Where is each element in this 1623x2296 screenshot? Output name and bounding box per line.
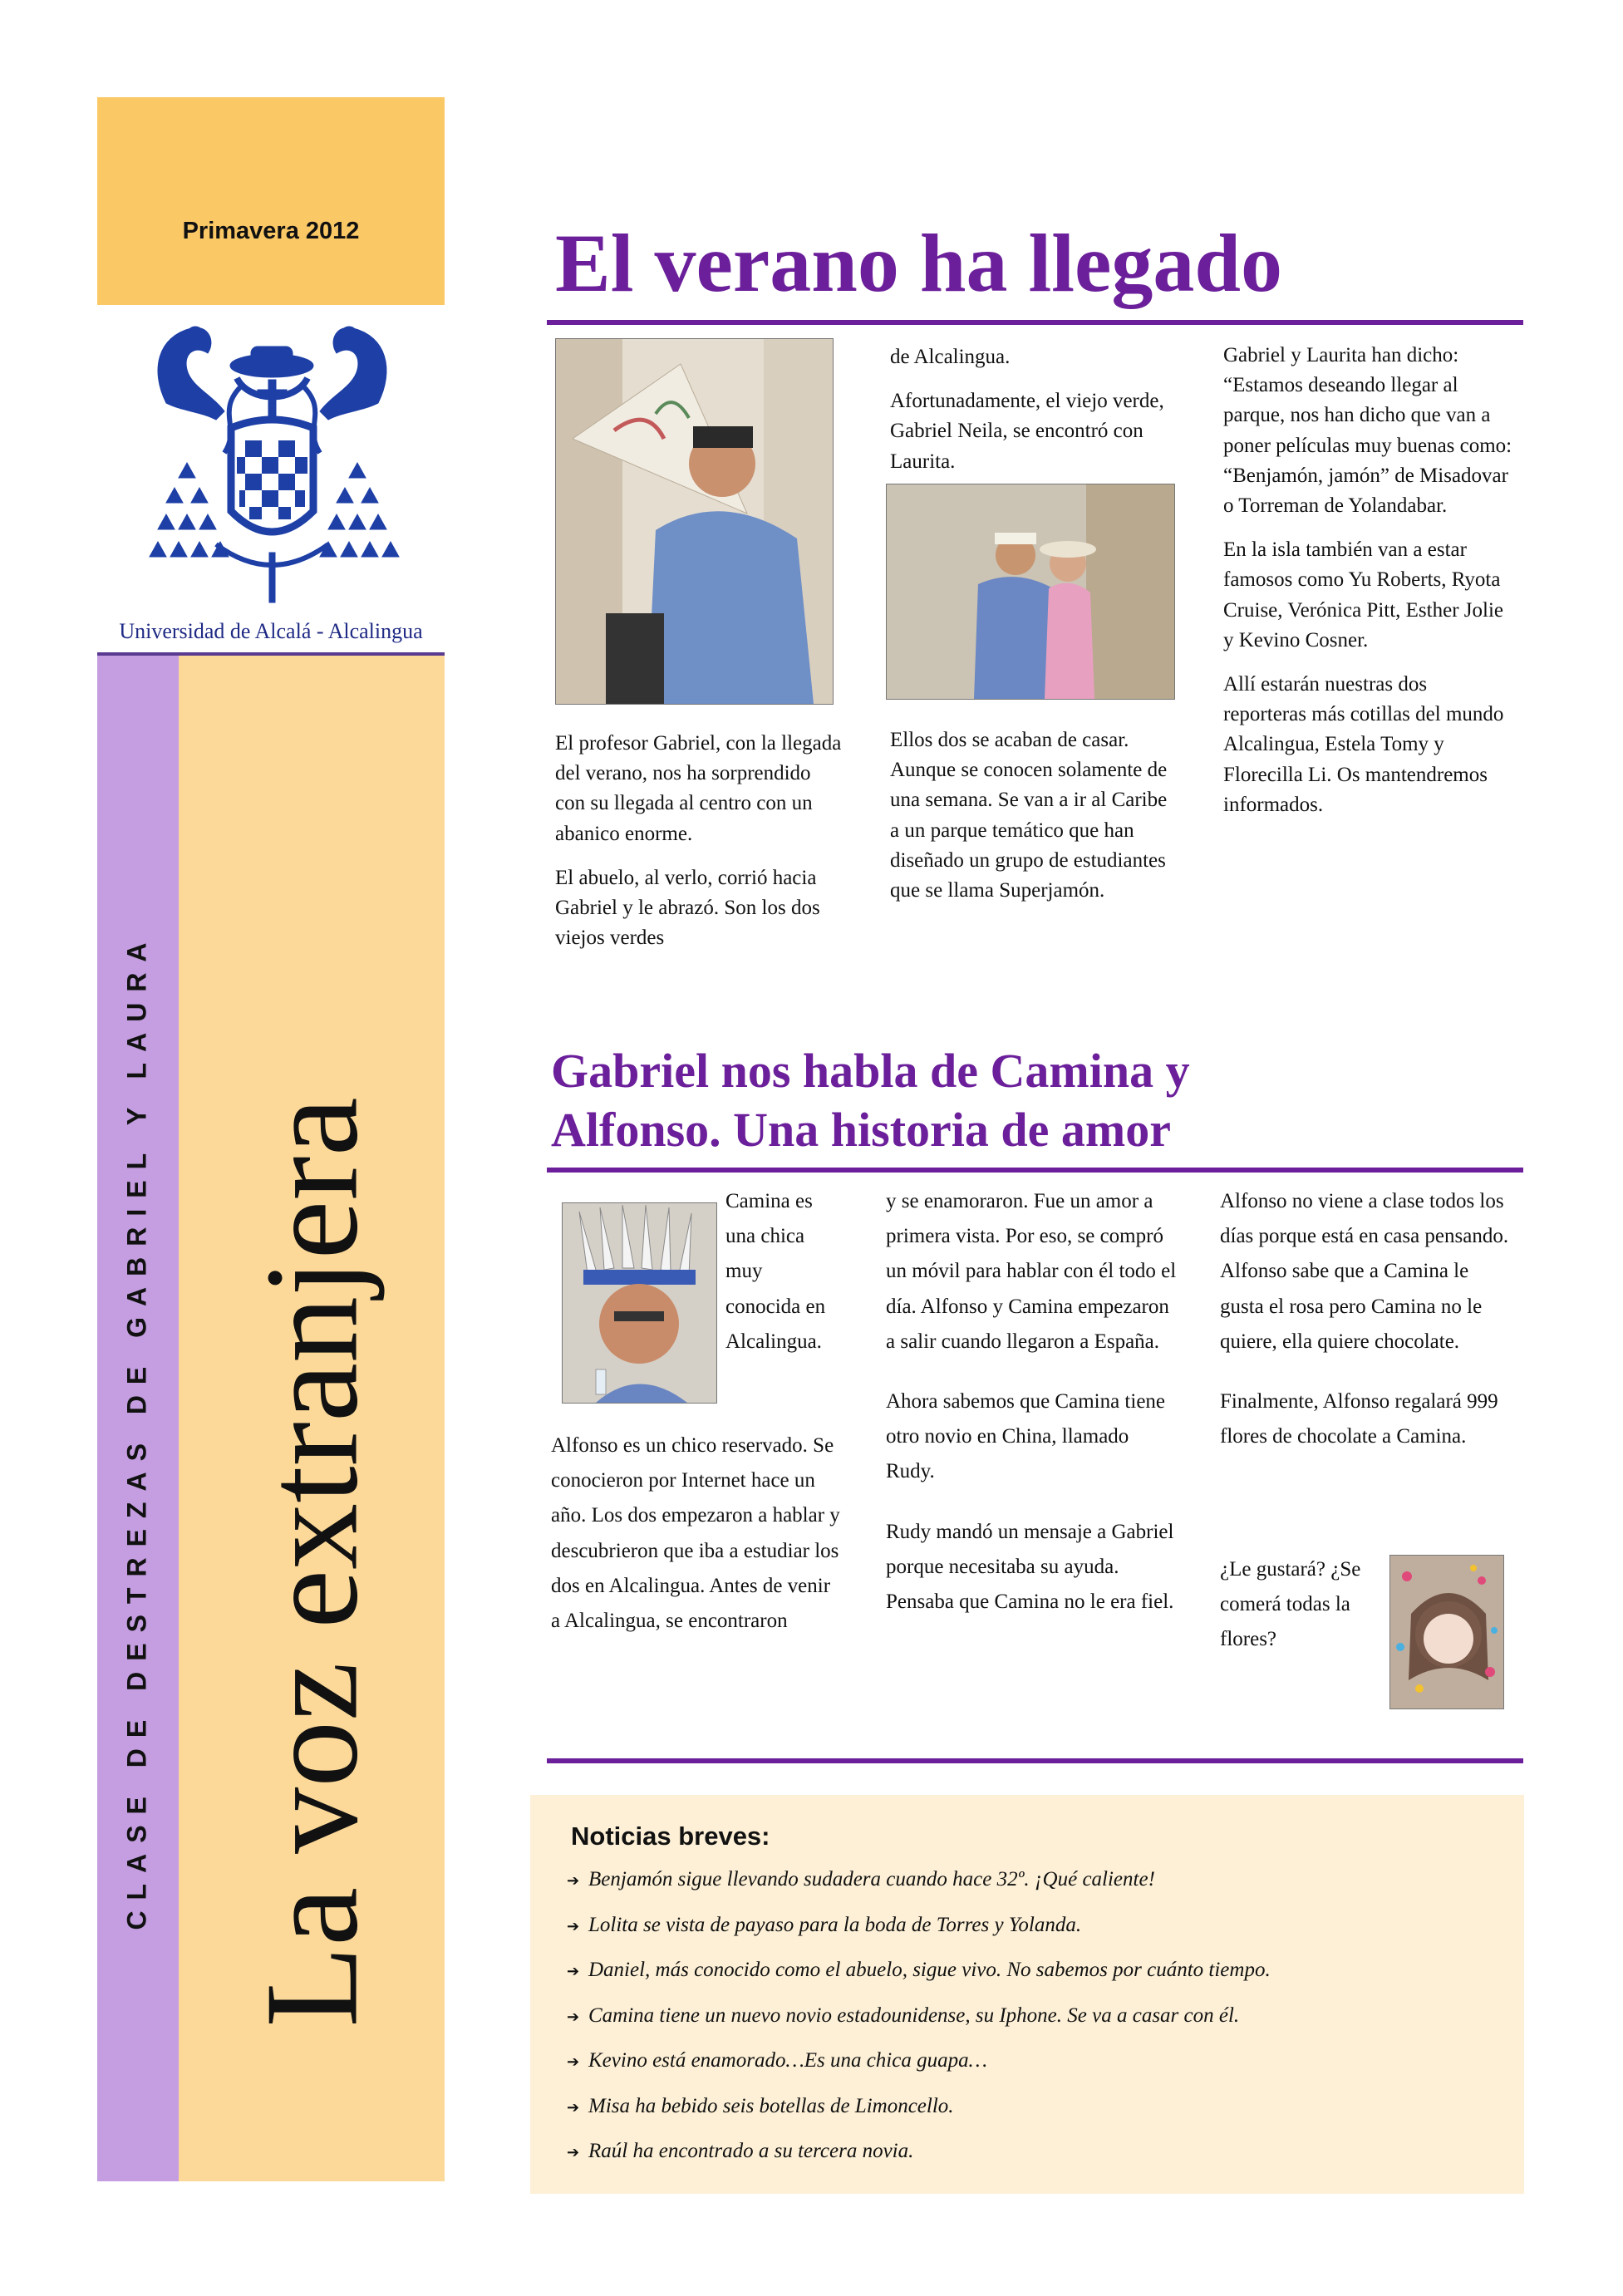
brief-item bbox=[567, 1914, 1271, 1959]
arrow-bullet-icon: ➔ bbox=[567, 1872, 580, 1889]
paragraph: Allí estarán nuestras dos reporteras más cotillas del mundo Alcalingua, Estela Tomy y Florecilla Li. Os mantendremos informados. bbox=[1223, 673, 1504, 816]
paragraph: El profesor Gabriel, con la llegada del verano, nos ha sorprendido con su llegada al centro con un abanico enorme. bbox=[555, 732, 842, 845]
brief-item bbox=[567, 1959, 1271, 2004]
university-label: Universidad de Alcalá - Alcalingua bbox=[119, 619, 423, 643]
brief-text: Raúl ha encontrado a su tercera novia. bbox=[588, 2140, 914, 2162]
article2-col3 bbox=[1220, 1184, 1511, 1454]
paragraph: de Alcalingua. bbox=[890, 346, 1011, 368]
paragraph: Rudy mandó un mensaje a Gabriel porque necesitaba su ayuda. Pensaba que Camina no le era fiel. bbox=[886, 1520, 1174, 1614]
arrow-bullet-icon: ➔ bbox=[567, 2008, 580, 2025]
article2-headline-line1: Gabriel nos habla de Camina y bbox=[551, 1044, 1190, 1098]
arrow-bullet-icon: ➔ bbox=[567, 2144, 580, 2161]
brief-text: Kevino está enamorado…Es una chica guapa… bbox=[588, 2049, 987, 2072]
brief-item bbox=[567, 1868, 1271, 1914]
photo-man-headdress bbox=[562, 1202, 717, 1404]
paragraph: El abuelo, al verlo, corrió hacia Gabriel y le abrazó. Son los dos viejos verdes bbox=[555, 866, 820, 950]
article2-headline-line2: Alfonso. Una historia de amor bbox=[551, 1103, 1171, 1157]
photo-couple bbox=[886, 484, 1175, 700]
article1-rule bbox=[547, 320, 1523, 325]
paragraph: Gabriel y Laurita han dicho: “Estamos deseando llegar al parque, nos han dicho que van a poner películas muy buenas como: “Benjamón, jamón” de Misadovar o Torreman de Yolandabar. bbox=[1223, 344, 1512, 518]
brief-text: Camina tiene un nuevo novio estadounidense, su Iphone. Se va a casar con él. bbox=[588, 2003, 1240, 2027]
season-box bbox=[97, 97, 445, 305]
article1-col1 bbox=[555, 729, 843, 967]
photo-professor-fan bbox=[555, 338, 834, 705]
brief-item bbox=[567, 2049, 1271, 2095]
article1-col3 bbox=[1223, 341, 1514, 834]
paragraph: Afortunadamente, el viejo verde, Gabriel Neila, se encontró con Laurita. bbox=[890, 390, 1164, 473]
article1-headline: El verano ha llegado bbox=[555, 217, 1283, 309]
brief-item bbox=[567, 2004, 1271, 2050]
brief-item bbox=[567, 2095, 1271, 2141]
article2-col2 bbox=[886, 1184, 1177, 1645]
brief-text: Benjamón sigue llevando sudadera cuando hace 32º. ¡Qué caliente! bbox=[588, 1868, 1155, 1890]
brief-text: Lolita se vista de payaso para la boda de Torres y Yolanda. bbox=[588, 1913, 1082, 1936]
paragraph: Ellos dos se acaban de casar. Aunque se conocen solamente de una semana. Se van a ir al Caribe a un parque temático que han diseñado un grupo de estudiantes que se llama Superjamón. bbox=[890, 729, 1168, 902]
class-name-vertical: CLASE DE DESTREZAS DE GABRIEL Y LAURA bbox=[121, 932, 152, 1930]
university-crest-logo bbox=[133, 303, 411, 611]
arrow-bullet-icon: ➔ bbox=[567, 1917, 580, 1935]
paragraph: Alfonso no viene a clase todos los días porque está en casa pensando. Alfonso sabe que a Camina le gusta el rosa pero Camina no le quiere, ella quiere chocolate. bbox=[1220, 1190, 1509, 1353]
arrow-bullet-icon: ➔ bbox=[567, 1963, 580, 1979]
photo-girl-hearts bbox=[1389, 1555, 1504, 1709]
briefs-list bbox=[567, 1868, 1271, 2185]
briefs-title: Noticias breves: bbox=[571, 1822, 770, 1851]
paragraph: Ahora sabemos que Camina tiene otro novio en China, llamado Rudy. bbox=[886, 1390, 1166, 1483]
article1-col2-top bbox=[890, 342, 1173, 491]
brief-text: Daniel, más conocido como el abuelo, sigue vivo. No sabemos por cuánto tiempo. bbox=[588, 1959, 1271, 1981]
article2-col1-rest: Alfonso es un chico reservado. Se conocieron por Internet hace un año. Los dos empezaron a hablar y descubrieron que iba a estudiar los dos en Alcalingua. Antes de venir a Alcalingua, se encontraron bbox=[551, 1434, 840, 1633]
article2-bottom-rule bbox=[547, 1758, 1523, 1763]
article2-headline bbox=[551, 1041, 1190, 1159]
arrow-bullet-icon: ➔ bbox=[567, 2098, 580, 2116]
brief-text: Misa ha bebido seis botellas de Limoncello. bbox=[588, 2094, 954, 2117]
article2-rule bbox=[547, 1168, 1523, 1173]
article2-col1-narrow: Camina es una chica muy conocida en Alcalingua. bbox=[725, 1190, 826, 1353]
brief-item bbox=[567, 2140, 1271, 2185]
article2-col3-end: ¿Le gustará? ¿Se comerá todas la flores? bbox=[1220, 1558, 1361, 1651]
paragraph: En la isla también van a estar famosos como Yu Roberts, Ryota Cruise, Verónica Pitt, Esther Jolie y Kevino Cosner. bbox=[1223, 538, 1503, 651]
paragraph: y se enamoraron. Fue un amor a primera vista. Por eso, se compró un móvil para hablar con él todo el día. Alfonso y Camina empezaron a salir cuando llegaron a España. bbox=[886, 1190, 1177, 1353]
paragraph: Finalmente, Alfonso regalará 999 flores de chocolate a Camina. bbox=[1220, 1390, 1498, 1448]
season-label: Primavera 2012 bbox=[182, 218, 360, 244]
newsletter-title: La voz extranjera bbox=[237, 1097, 386, 2028]
article1-col2-bottom bbox=[890, 725, 1178, 920]
arrow-bullet-icon: ➔ bbox=[567, 2053, 580, 2070]
